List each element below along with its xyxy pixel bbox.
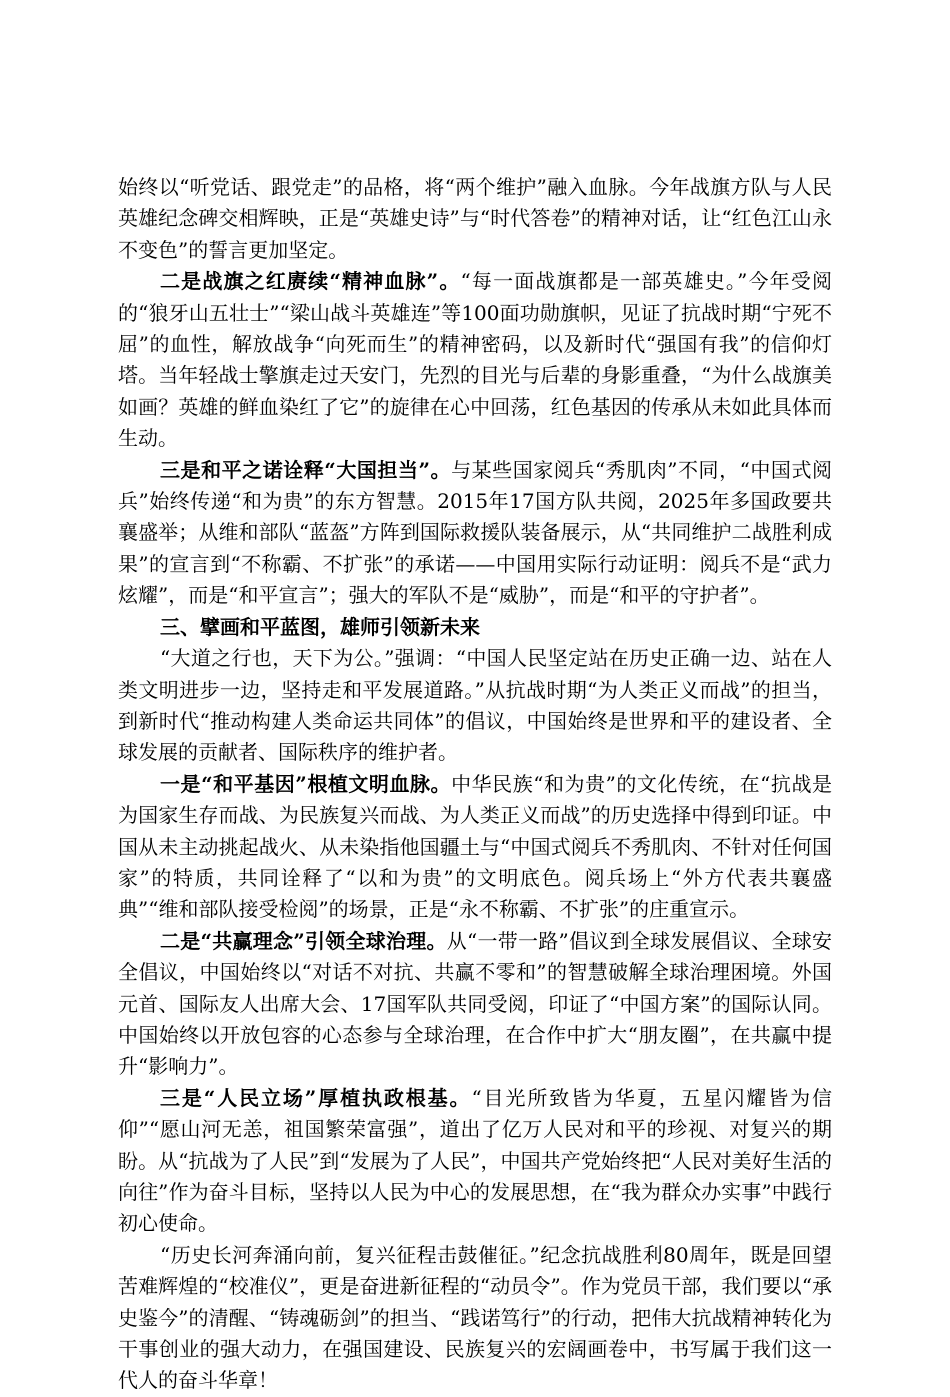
paragraph-lead: 一是“和平基因”根植文明血脉。 — [160, 771, 452, 796]
paragraph-people-stance — [118, 1083, 832, 1240]
paragraph-text: 始终以“听党话、跟党走”的品格，将“两个维护”融入血脉。今年战旗方队与人民英雄纪念碑交相辉映，正是“英雄史诗”与“时代答卷”的精神对话，让“红色江山永不变色”的誓言更加坚定。 — [118, 175, 832, 262]
paragraph-win-win — [118, 926, 832, 1083]
paragraph-text: “每一面战旗都是一部英雄史。”今年受阅的“狼牙山五壮士”“梁山战斗英雄连”等100面功勋旗帜，见证了抗战时期“宁死不屈”的血性，解放战争“向死而生”的精神密码，以及新时代“强国有我”的信仰灯塔。当年轻战士擎旗走过天安门，先烈的目光与后辈的身影重叠，“为什么战旗美如画？英雄的鲜血染红了它”的旋律在心中回荡，红色基因的传承从未如此具体而生动。 — [118, 269, 832, 451]
paragraph-text: “目光所致皆为华夏，五星闪耀皆为信仰”“愿山河无恙，祖国繁荣富强”，道出了亿万人民对和平的珍视、对复兴的期盼。从“抗战为了人民”到“发展为了人民”，中国共产党始终把“人民对美好生活的向往”作为奋斗目标，坚持以人民为中心的发展思想，在“我为群众办实事”中践行初心使命。 — [118, 1085, 832, 1236]
paragraph-peace-promise — [118, 455, 832, 612]
paragraph-text: “历史长河奔涌向前，复兴征程击鼓催征。”纪念抗战胜利80周年，既是回望苦难辉煌的“校准仪”，更是奋进新征程的“动员令”。作为党员干部，我们要以“承史鉴今”的清醒、“铸魂砺剑”的担当、“践诺笃行”的行动，把伟大抗战精神转化为干事创业的强大动力，在强国建设、民族复兴的宏阔画卷中，书写属于我们这一代人的奋斗华章！ — [118, 1242, 832, 1393]
paragraph-battle-flag — [118, 266, 832, 454]
paragraph-lead: 三是和平之诺诠释“大国担当”。 — [160, 457, 452, 482]
section-heading: 三、擘画和平蓝图，雄师引领新未来 — [160, 614, 480, 639]
paragraph-text: 与某些国家阅兵“秀肌肉”不同，“中国式阅兵”始终传递“和为贵”的东方智慧。2015年17国方队共阅，2025年多国政要共襄盛举；从维和部队“蓝盔”方阵到国际救援队装备展示，从“共同维护二战胜利成果”的宣言到“不称霸、不扩张”的承诺——中国用实际行动证明：阅兵不是“武力炫耀”，而是“和平宣言”；强大的军队不是“威胁”，而是“和平的守护者”。 — [118, 457, 832, 608]
paragraph-section-intro — [118, 643, 832, 769]
paragraph-text: “大道之行也，天下为公。”强调：“中国人民坚定站在历史正确一边、站在人类文明进步一边，坚持走和平发展道路。”从抗战时期“为人类正义而战”的担当，到新时代“推动构建人类命运共同体”的倡议，中国始终是世界和平的建设者、全球发展的贡献者、国际秩序的维护者。 — [118, 646, 832, 765]
paragraph-lead: 三是“人民立场”厚植执政根基。 — [160, 1085, 472, 1110]
paragraph-lead: 二是战旗之红赓续“精神血脉”。 — [160, 269, 461, 294]
paragraph-continuation — [118, 172, 832, 266]
document-body — [118, 172, 832, 1397]
paragraph-conclusion — [118, 1240, 832, 1397]
paragraph-peace-gene — [118, 769, 832, 926]
paragraph-text: 中华民族“和为贵”的文化传统，在“抗战是为国家生存而战、为民族复兴而战、为人类正义而战”的历史选择中得到印证。中国从未主动挑起战火、从未染指他国疆土与“中国式阅兵不秀肌肉、不针对任何国家”的特质，共同诠释了“以和为贵”的文明底色。阅兵场上“外方代表共襄盛典”“维和部队接受检阅”的场景，正是“永不称霸、不扩张”的庄重宣示。 — [118, 771, 832, 922]
paragraph-lead: 二是“共赢理念”引领全球治理。 — [160, 928, 447, 953]
paragraph-text: 从“一带一路”倡议到全球发展倡议、全球安全倡议，中国始终以“对话不对抗、共赢不零和”的智慧破解全球治理困境。外国元首、国际友人出席大会、17国军队共同受阅，印证了“中国方案”的国际认同。中国始终以开放包容的心态参与全球治理，在合作中扩大“朋友圈”，在共赢中提升“影响力”。 — [118, 928, 832, 1079]
